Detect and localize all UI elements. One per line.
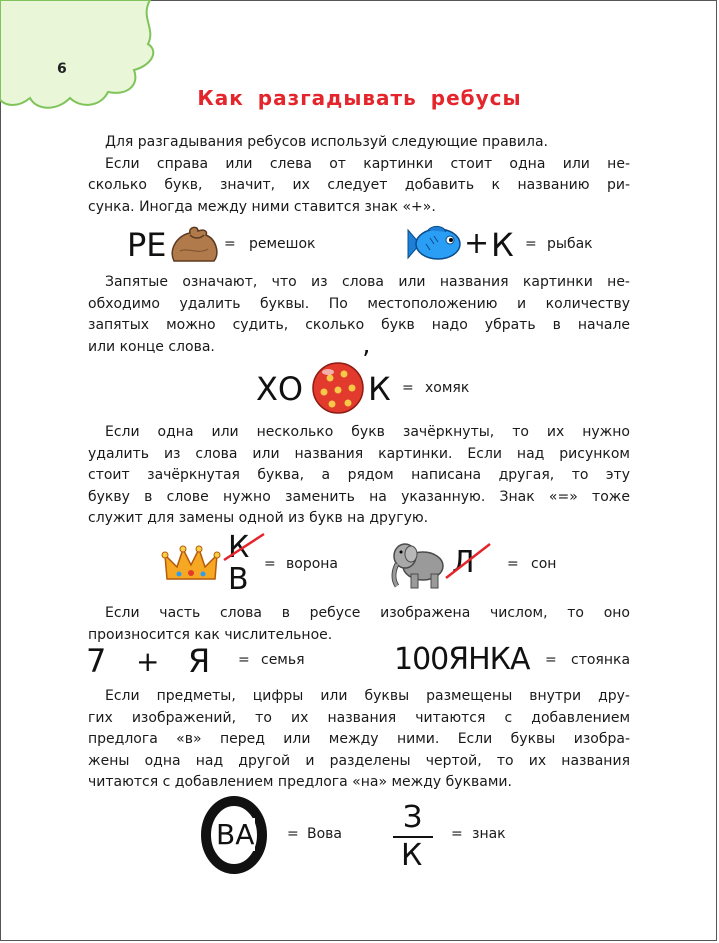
rebus-letters-va: ВА (216, 818, 255, 851)
answer-stoyanka: стоянка (571, 652, 631, 668)
equals-sign: = (238, 652, 250, 668)
crown-picture (163, 545, 219, 585)
inside-line-2: гих изображений, то их названия читаются с добавлением (88, 709, 630, 726)
intro-line-2: Если справа или слева от картинки стоит одна или не- (105, 155, 630, 172)
struck-letter-k: К (228, 530, 250, 565)
equals-sign: = (264, 556, 276, 572)
commas-line-1: Запятые означают, что из слова или названия картинки не- (105, 274, 630, 290)
inside-line-4: жены одна над другой и разделены чертой, то их названия (88, 752, 630, 769)
fish-picture (406, 224, 462, 264)
inside-paragraph (88, 686, 630, 794)
equals-sign: = (224, 236, 236, 252)
plus-sign: + (464, 226, 490, 261)
answer-vova: Вова (307, 826, 342, 842)
commas-paragraph (88, 272, 630, 358)
number-line-2: произносится как числительное. (88, 626, 333, 643)
rebus-letters-re: РЕ (127, 226, 167, 264)
intro-paragraph (88, 132, 630, 218)
answer-znak: знак (472, 826, 506, 842)
intro-line-1: Для разгадывания ребусов используй следующие правила. (105, 134, 548, 150)
strike-line-4: букву в слове нужно заменить на указанную. Знак «=» тоже (88, 488, 630, 505)
replacement-letter-v: В (228, 562, 249, 597)
ball-picture (310, 360, 366, 416)
rebus-letters-ho: ХО (256, 370, 304, 408)
fraction-bottom-k: К (401, 838, 423, 873)
plus-sign: + (136, 645, 160, 678)
equals-sign: = (287, 826, 299, 842)
fraction-top-z: З (403, 800, 423, 835)
elephant-picture (389, 538, 447, 590)
answer-semya: семья (261, 652, 305, 668)
equals-sign: = (402, 380, 414, 396)
inside-line-5: читаются с добавлением предлога «на» между буквами. (88, 774, 512, 790)
strike-line-1: Если одна или несколько букв зачёркнуты, то их нужно (105, 424, 630, 440)
answer-son: сон (531, 556, 557, 572)
page-number: 6 (57, 61, 67, 77)
rebus-comma: ’ (362, 346, 371, 376)
number-paragraph (88, 603, 630, 646)
number-line-1: Если часть слова в ребусе изображена числом, то оно (105, 605, 630, 621)
rebus-digit-7: 7 (86, 642, 107, 680)
equals-sign: = (525, 236, 537, 252)
strike-line-5: служит для замены одной из букв на другую. (88, 510, 429, 526)
strike-paragraph (88, 422, 630, 530)
rebus-letter-k: К (491, 226, 514, 264)
inside-line-1: Если предметы, цифры или буквы размещены внутри дру- (105, 688, 630, 704)
intro-line-3: сколько букв, значит, их следует добавить к названию ри- (88, 177, 630, 193)
rebus-letter-k: К (368, 370, 391, 408)
bag-picture (168, 225, 220, 265)
commas-line-3: запятых можно судить, сколько букв надо убрать в начале (88, 317, 630, 333)
strike-line-3: стоит зачёркнутая буква, а рядом написана другая, то эту (88, 467, 630, 483)
equals-sign: = (451, 826, 463, 842)
strike-line (222, 528, 266, 564)
commas-line-4: или конце слова. (88, 338, 215, 355)
answer-homyak: хомяк (425, 380, 470, 396)
strike-line-2: удалить из слова или названия картинки. Если над рисунком (88, 445, 630, 462)
answer-remeshok: ремешок (249, 236, 316, 252)
strike-line (444, 540, 492, 580)
rebus-letter-ya: Я (188, 642, 211, 680)
struck-letter-l: Л (452, 545, 475, 580)
answer-vorona: ворона (286, 556, 339, 572)
rebus-100yanka: 100ЯНКА (394, 642, 530, 677)
equals-sign: = (545, 652, 557, 668)
page-title: Как разгадывать ребусы (197, 86, 522, 110)
equals-sign: = (507, 556, 519, 572)
intro-line-4: сунка. Иногда между ними ставится знак «+». (88, 198, 436, 215)
commas-line-2: обходимо удалить буквы. По местоположению и количеству (88, 295, 630, 312)
inside-line-3: предлога «в» перед или между ними. Если буквы изобра- (88, 731, 630, 747)
answer-rybak: рыбак (547, 236, 593, 252)
